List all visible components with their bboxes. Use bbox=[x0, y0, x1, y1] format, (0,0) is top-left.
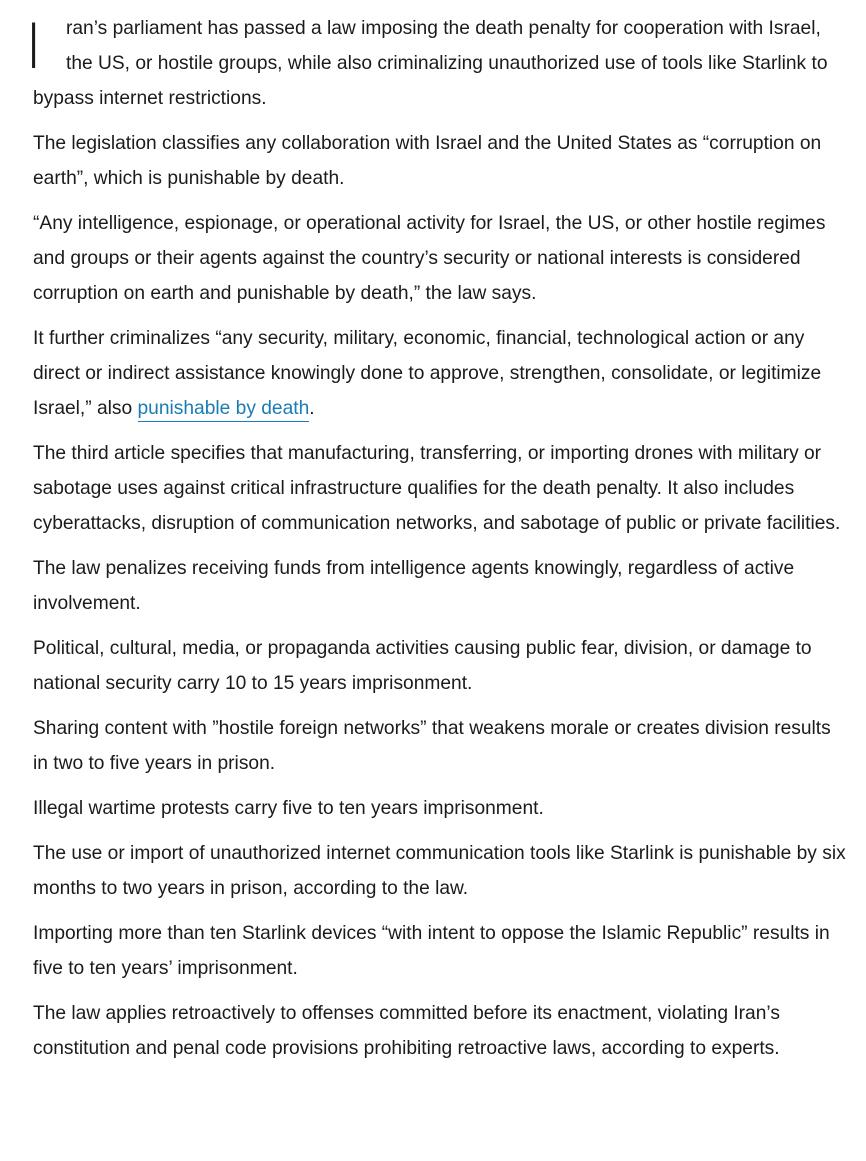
paragraph-funds: The law penalizes receiving funds from intelligence agents knowingly, regardless of active involvement. bbox=[33, 558, 795, 614]
paragraph-criminalizes bbox=[33, 321, 848, 426]
paragraph-protests: Illegal wartime protests carry five to ten years imprisonment. bbox=[33, 798, 544, 819]
paragraph-criminalizes-text: It further criminalizes “any security, military, economic, financial, technological action or any direct or indirect assistance knowingly done to approve, strengthen, consolidate, or legitimize Israel,” also bbox=[33, 328, 822, 419]
drop-cap: I bbox=[29, 8, 39, 82]
paragraph-classification: The legislation classifies any collaboration with Israel and the United States as “corruption on earth”, which is punishable by death. bbox=[33, 133, 822, 189]
paragraph-intro bbox=[29, 8, 848, 116]
paragraph-retroactive: The law applies retroactively to offenses committed before its enactment, violating Iran’s constitution and penal code provisions prohibiting retroactive laws, according to experts. bbox=[33, 1003, 780, 1059]
paragraph-third-article: The third article specifies that manufacturing, transferring, or importing drones with military or sabotage uses against critical infrastructure qualifies for the death penalty. It also includes cyberattacks, disruption of communication networks, and sabotage of public or private facilities. bbox=[33, 443, 841, 534]
punishable-by-death-link[interactable]: punishable by death bbox=[138, 398, 310, 422]
paragraph-starlink-import: Importing more than ten Starlink devices “with intent to oppose the Islamic Republic” results in five to ten years’ imprisonment. bbox=[33, 923, 830, 979]
paragraph-sharing-content: Sharing content with ”hostile foreign networks” that weakens morale or creates division results in two to five years in prison. bbox=[33, 718, 831, 774]
paragraph-starlink-use: The use or import of unauthorized internet communication tools like Starlink is punishable by six months to two years in prison, according to the law. bbox=[33, 843, 846, 899]
paragraph-law-quote: “Any intelligence, espionage, or operational activity for Israel, the US, or other hostile regimes and groups or their agents against the country’s security or national interests is considered corruption on earth and punishable by death,” the law says. bbox=[33, 213, 826, 304]
paragraph-propaganda: Political, cultural, media, or propaganda activities causing public fear, division, or damage to national security carry 10 to 15 years imprisonment. bbox=[33, 638, 812, 694]
paragraph-criminalizes-end: . bbox=[309, 398, 315, 419]
article-body bbox=[29, 8, 848, 1076]
paragraph-intro-text: ran’s parliament has passed a law imposing the death penalty for cooperation with Israel, the US, or hostile groups, while also criminalizing unauthorized use of tools like Starlink to bypass internet restrictions. bbox=[33, 18, 828, 109]
